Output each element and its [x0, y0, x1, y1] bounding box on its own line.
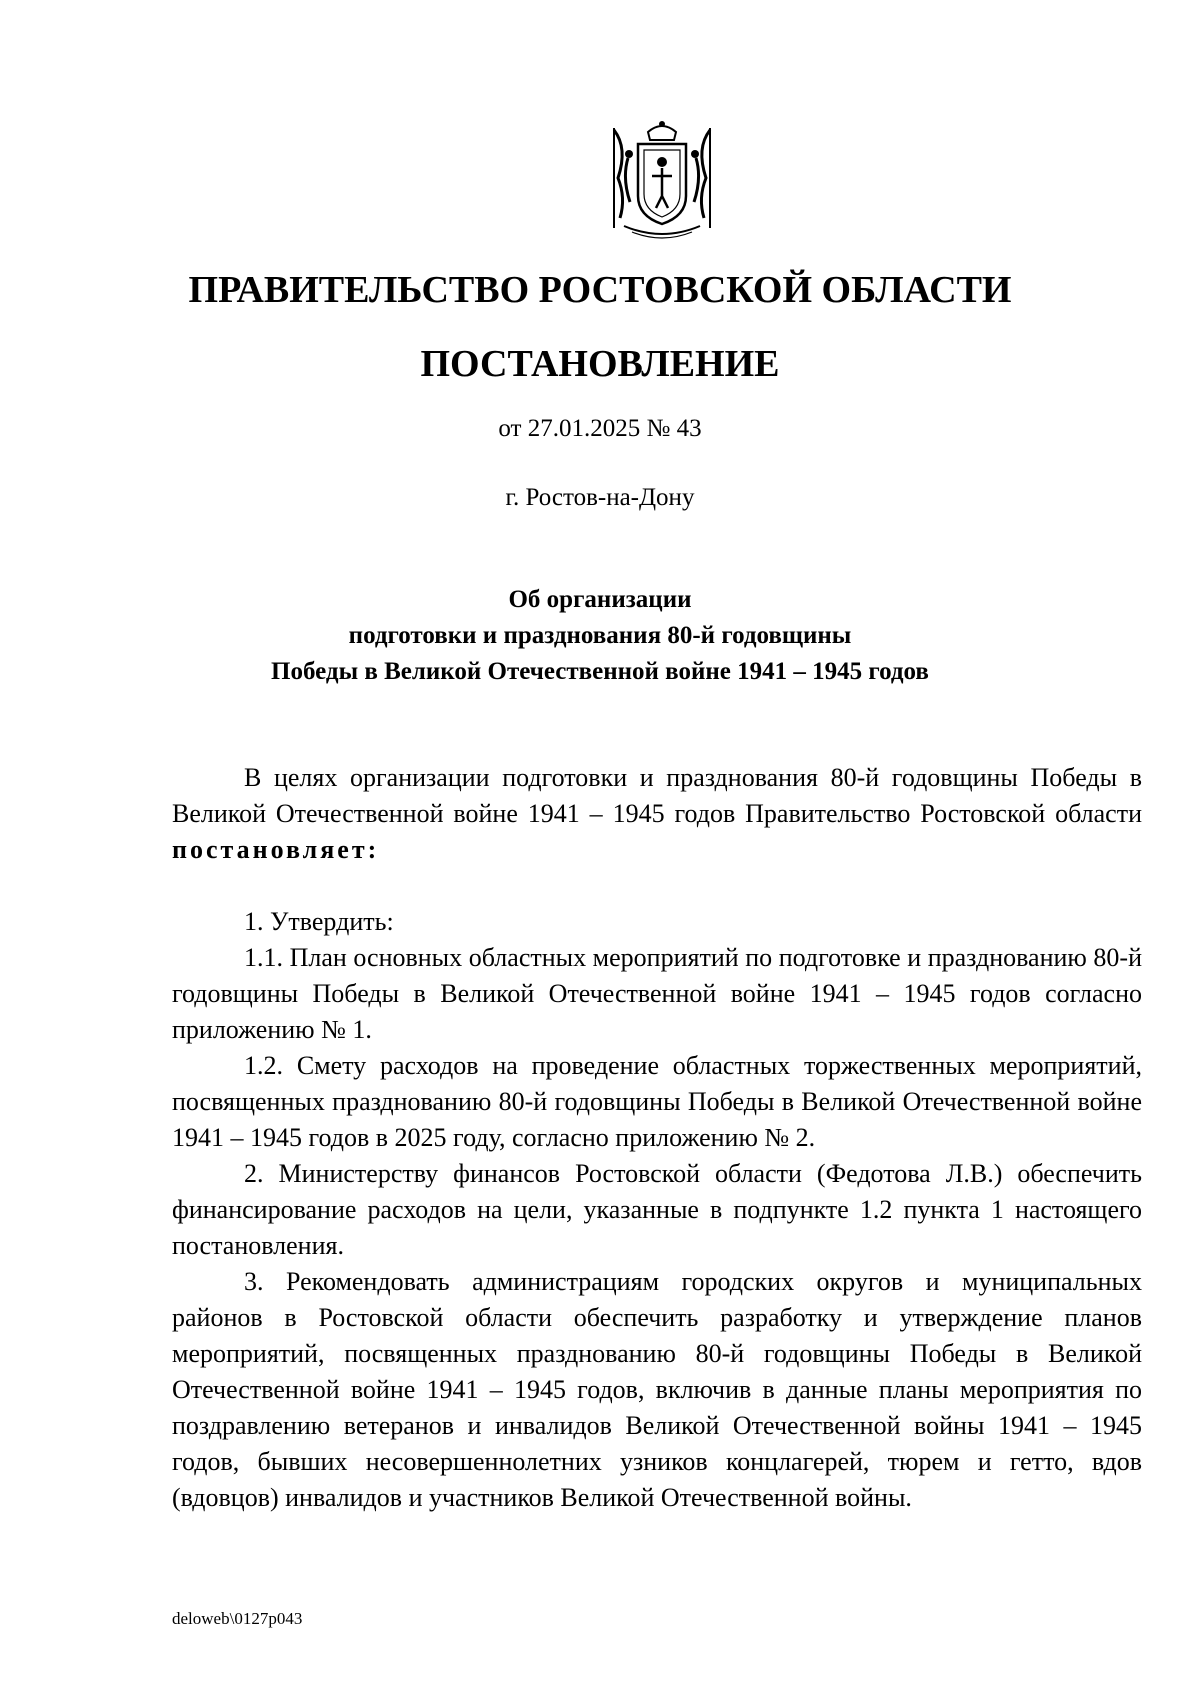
document-city: г. Ростов-на-Дону: [505, 484, 695, 511]
title-line-2: подготовки и празднования 80-й годовщины: [348, 622, 852, 649]
coat-of-arms-icon: [602, 118, 722, 243]
item-1-2: 1.2. Смету расходов на проведение областных торжественных мероприятий, посвященных празднованию 80-й годовщины Победы в Великой Отечественной войне 1941 – 1945 годов в 2025 году, согласно приложению № 2.: [172, 1051, 1142, 1152]
preamble-paragraph: [172, 760, 1142, 868]
item-1: 1. Утвердить:: [244, 907, 394, 936]
item-1-1: 1.1. План основных областных мероприятий по подготовке и празднованию 80-й годовщины Победы в Великой Отечественной войне 1941 – 1945 годов согласно приложению № 1.: [172, 943, 1142, 1044]
item-3: 3. Рекомендовать администрациям городских округов и муниципальных районов в Ростовской области обеспечить разработку и утверждение планов мероприятий, посвященных празднованию 80-й годовщины Победы в Великой Отечественной войне 1941 – 1945 годов, включив в данные планы мероприятия по поздравлению ветеранов и инвалидов Великой Отечественной войны 1941 – 1945 годов, бывших несовершеннолетних узников концлагерей, тюрем и гетто, вдов (вдовцов) инвалидов и участников Великой Отечественной войны.: [172, 1267, 1142, 1512]
document-type-heading: ПОСТАНОВЛЕНИЕ: [420, 343, 780, 385]
title-line-1: Об организации: [508, 586, 692, 613]
document-body: [172, 760, 1142, 1516]
document-code: deloweb\0127p043: [172, 1609, 303, 1628]
item-2: 2. Министерству финансов Ростовской области (Федотова Л.В.) обеспечить финансирование расходов на цели, указанные в подпункте 1.2 пункта 1 настоящего постановления.: [172, 1159, 1142, 1260]
preamble-emphasis: постановляет:: [172, 835, 380, 864]
document-title: [0, 582, 1200, 690]
document-date-number: от 27.01.2025 № 43: [498, 415, 702, 442]
organization-heading: ПРАВИТЕЛЬСТВО РОСТОВСКОЙ ОБЛАСТИ: [188, 269, 1012, 311]
title-line-3: Победы в Великой Отечественной войне 1941 – 1945 годов: [271, 658, 929, 685]
preamble-text: В целях организации подготовки и празднования 80-й годовщины Победы в Великой Отечественной войне 1941 – 1945 годов Правительство Ростовской области: [172, 763, 1142, 828]
